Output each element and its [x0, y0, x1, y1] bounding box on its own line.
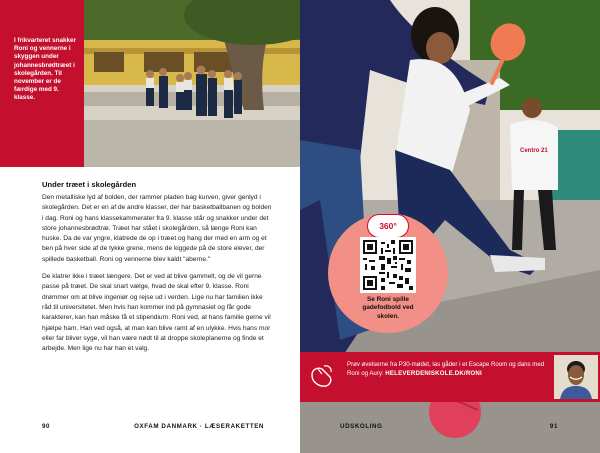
article-paragraph: Den metalliske lyd af bolden, der rammer pladen bag kurven, giver genlyd i skolegården. Det er en af de andre klasser, der har basketballbanen og bolden i dag. Roni og hans klassekammerater fra 9. klasse står og snakker under det store johannesbrødtræ. Træet har stået i skolegården, så længe Roni kan huske. Da de var yngre, klatrede de op i træet og hang der med en arm og et ben på hver side af de tykke grene, mens de kiggede på de store elever, der spillede basketball. Roni og vennerne blev kaldt "aberne.": [42, 194, 272, 263]
right-page: [300, 0, 600, 453]
qr-code[interactable]: [360, 237, 416, 293]
page-number: 91: [549, 423, 558, 430]
shirt-text: Centro 21: [520, 148, 548, 154]
intro-text: I frikvarteret snakker Roni og vennerne i skyggen under johannesbrødtræet i skolegården. Til november er de færdige med 9. klasse.: [14, 37, 76, 102]
article: [42, 180, 272, 361]
intro-box: [0, 0, 84, 167]
mouse-icon: [310, 365, 336, 394]
schoolyard-photo: [84, 0, 300, 167]
page-number: 90: [42, 423, 51, 430]
roni-portrait: [554, 355, 598, 399]
banner-text: [347, 360, 553, 379]
360-badge: 360°: [367, 214, 409, 238]
page-footer: [42, 423, 264, 430]
article-paragraph: De klatrer ikke i træet længere. Det er ved at blive gammelt, og de vil gerne passe på træet. De skal snart vælge, hvad de skal efter 9. klasse. Roni drømmer om at blive ingeniør og rejse ud i verden. Lige nu har familien ikke råd til universitetet. Men hvis han kommer ind på gymnasiet og får gode karakterer, kan han måske få et stipendium. Roni ved, at hans familie gerne vil hjælpe ham. Han ved også, at man kan blive ramt af en ulykke. Hvis hans mor eller far bliver syge, vil han være nødt til at droppe skoleplanerne og finde et arbejde. Men lige nu har han et valg.: [42, 273, 271, 353]
qr-caption: Se Roni spille gadefodbold ved skolen.: [362, 296, 414, 320]
section-name: UDSKOLING: [340, 423, 383, 430]
banner-description: Prøv øvelserne fra P30-mødet, las gåder i et Escape Room og dans med Roni og Aury:: [347, 361, 545, 378]
online-banner: [300, 352, 600, 402]
page-footer: [340, 423, 558, 430]
article-heading: Under træet i skolegården: [42, 180, 137, 189]
banner-link[interactable]: HELEVERDENISKOLE.DK/RONI: [385, 370, 482, 378]
publication-title: OXFAM DANMARK · LÆSERAKETTEN: [134, 423, 264, 430]
